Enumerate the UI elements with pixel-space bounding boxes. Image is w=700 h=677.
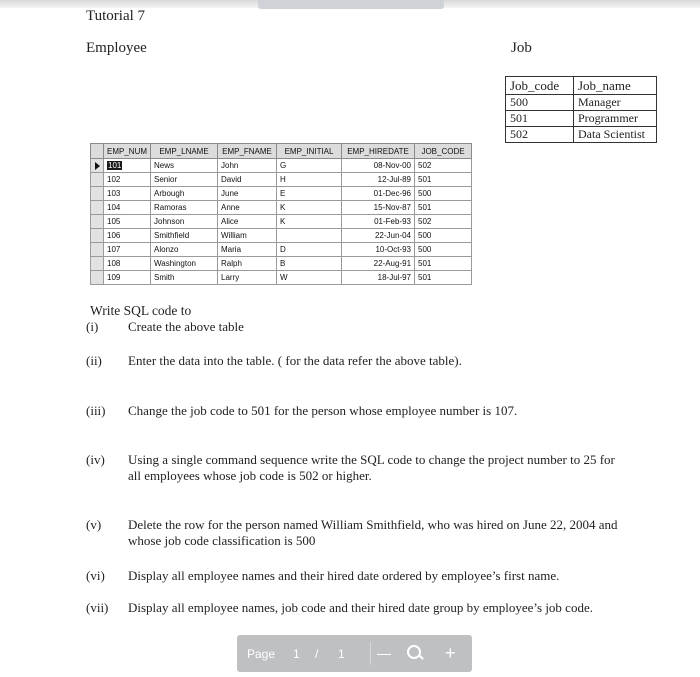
record-selector <box>91 159 104 173</box>
header-emp-lname: EMP_LNAME <box>151 144 218 159</box>
job-table-header-row <box>506 77 657 95</box>
emp-num-cell: 104 <box>104 201 151 215</box>
emp-initial-cell: K <box>277 201 342 215</box>
page-label: Page <box>247 647 276 661</box>
emp-lname-cell: Alonzo <box>151 243 218 257</box>
table-row <box>91 271 472 285</box>
emp-initial-cell: K <box>277 215 342 229</box>
emp-job-code-cell: 502 <box>415 215 472 229</box>
emp-num-cell: 101 <box>104 159 151 173</box>
emp-num-cell: 108 <box>104 257 151 271</box>
emp-hiredate-cell: 08-Nov-00 <box>342 159 415 173</box>
job-name-cell: Manager <box>574 95 657 111</box>
emp-job-code-cell: 501 <box>415 201 472 215</box>
record-selector <box>91 243 104 257</box>
question-text: Enter the data into the table. ( for the data refer the above table). <box>128 353 462 368</box>
emp-job-code-cell: 500 <box>415 229 472 243</box>
emp-fname-cell: Ralph <box>218 257 277 271</box>
emp-initial-cell: W <box>277 271 342 285</box>
question-text: Create the above table <box>128 319 244 334</box>
emp-num-cell: 109 <box>104 271 151 285</box>
job-heading: Job <box>511 40 532 56</box>
table-row <box>506 127 657 143</box>
page-separator: / <box>315 647 319 661</box>
record-selector <box>91 229 104 243</box>
emp-job-code-cell: 500 <box>415 187 472 201</box>
employee-table-header-row <box>91 144 472 159</box>
emp-hiredate-cell: 12-Jul-89 <box>342 173 415 187</box>
record-selector <box>91 271 104 285</box>
table-row <box>91 173 472 187</box>
question-number: (i) <box>86 319 99 334</box>
job-header-name: Job_name <box>574 77 657 95</box>
current-record-arrow-icon <box>95 162 100 170</box>
page-total: 1 <box>338 647 345 661</box>
question-number: (vi) <box>86 568 105 583</box>
emp-hiredate-cell: 01-Dec-96 <box>342 187 415 201</box>
record-selector <box>91 173 104 187</box>
table-row <box>91 159 472 173</box>
record-selector <box>91 187 104 201</box>
emp-num-cell: 105 <box>104 215 151 229</box>
table-row <box>506 111 657 127</box>
emp-num-cell: 106 <box>104 229 151 243</box>
question-number: (v) <box>86 517 102 532</box>
page-current-input[interactable]: 1 <box>293 647 300 661</box>
emp-hiredate-cell: 10-Oct-93 <box>342 243 415 257</box>
question-text: Change the job code to 501 for the person whose employee number is 107. <box>128 403 518 418</box>
table-row <box>91 257 472 271</box>
emp-fname-cell: Larry <box>218 271 277 285</box>
emp-initial-cell: B <box>277 257 342 271</box>
emp-initial-cell: E <box>277 187 342 201</box>
emp-initial-cell <box>277 229 342 243</box>
emp-lname-cell: News <box>151 159 218 173</box>
table-row <box>91 187 472 201</box>
emp-hiredate-cell: 22-Aug-91 <box>342 257 415 271</box>
emp-job-code-cell: 500 <box>415 243 472 257</box>
document-title: Tutorial 7 <box>86 8 146 24</box>
emp-fname-cell: David <box>218 173 277 187</box>
emp-lname-cell: Johnson <box>151 215 218 229</box>
emp-lname-cell: Washington <box>151 257 218 271</box>
table-row <box>506 95 657 111</box>
emp-fname-cell: June <box>218 187 277 201</box>
job-code-cell: 502 <box>506 127 574 143</box>
table-row <box>91 201 472 215</box>
table-row <box>91 215 472 229</box>
emp-hiredate-cell: 22-Jun-04 <box>342 229 415 243</box>
emp-lname-cell: Senior <box>151 173 218 187</box>
job-name-cell: Programmer <box>574 111 657 127</box>
question-text: Using a single command sequence write the SQL code to change the project number to 25 for all employees whose job code is 502 or higher. <box>128 452 615 483</box>
emp-fname-cell: John <box>218 159 277 173</box>
emp-fname-cell: Maria <box>218 243 277 257</box>
emp-fname-cell: Alice <box>218 215 277 229</box>
emp-lname-cell: Ramoras <box>151 201 218 215</box>
emp-hiredate-cell: 01-Feb-93 <box>342 215 415 229</box>
emp-hiredate-cell: 18-Jul-97 <box>342 271 415 285</box>
job-code-cell: 500 <box>506 95 574 111</box>
employee-heading: Employee <box>86 40 147 56</box>
table-row <box>91 243 472 257</box>
question-text: Display all employee names, job code and their hired date group by employee’s job code. <box>128 600 593 615</box>
emp-fname-cell: Anne <box>218 201 277 215</box>
job-header-code: Job_code <box>506 77 574 95</box>
question-number: (iv) <box>86 452 105 467</box>
emp-fname-cell: William <box>218 229 277 243</box>
emp-initial-cell: D <box>277 243 342 257</box>
header-emp-fname: EMP_FNAME <box>218 144 277 159</box>
zoom-out-button[interactable]: — <box>377 645 391 661</box>
emp-num-cell: 103 <box>104 187 151 201</box>
pager-divider <box>370 642 371 665</box>
emp-num-cell: 107 <box>104 243 151 257</box>
emp-job-code-cell: 501 <box>415 173 472 187</box>
top-toolbar-tab <box>258 0 444 9</box>
header-emp-num: EMP_NUM <box>104 144 151 159</box>
job-name-cell: Data Scientist <box>574 127 657 143</box>
question-text: Display all employee names and their hired date ordered by employee’s first name. <box>128 568 560 583</box>
employee-table <box>90 143 472 285</box>
emp-lname-cell: Smithfield <box>151 229 218 243</box>
zoom-in-button[interactable]: + <box>445 643 456 663</box>
question-text: Delete the row for the person named William Smithfield, who was hired on June 22, 2004 and whose job code classification is 500 <box>128 517 618 548</box>
question-number: (vii) <box>86 600 109 615</box>
job-code-cell: 501 <box>506 111 574 127</box>
record-selector <box>91 215 104 229</box>
header-emp-hiredate: EMP_HIREDATE <box>342 144 415 159</box>
header-job-code: JOB_CODE <box>415 144 472 159</box>
page-navigator <box>237 635 472 672</box>
emp-hiredate-cell: 15-Nov-87 <box>342 201 415 215</box>
emp-lname-cell: Smith <box>151 271 218 285</box>
table-row <box>91 229 472 243</box>
emp-initial-cell: H <box>277 173 342 187</box>
header-emp-initial: EMP_INITIAL <box>277 144 342 159</box>
question-number: (iii) <box>86 403 106 418</box>
record-selector <box>91 257 104 271</box>
record-selector-header <box>91 144 104 159</box>
emp-lname-cell: Arbough <box>151 187 218 201</box>
emp-num-cell: 102 <box>104 173 151 187</box>
emp-job-code-cell: 501 <box>415 257 472 271</box>
emp-initial-cell: G <box>277 159 342 173</box>
questions-intro: Write SQL code to <box>90 303 192 318</box>
emp-job-code-cell: 501 <box>415 271 472 285</box>
emp-job-code-cell: 502 <box>415 159 472 173</box>
record-selector <box>91 201 104 215</box>
job-table <box>505 76 657 143</box>
question-number: (ii) <box>86 353 102 368</box>
